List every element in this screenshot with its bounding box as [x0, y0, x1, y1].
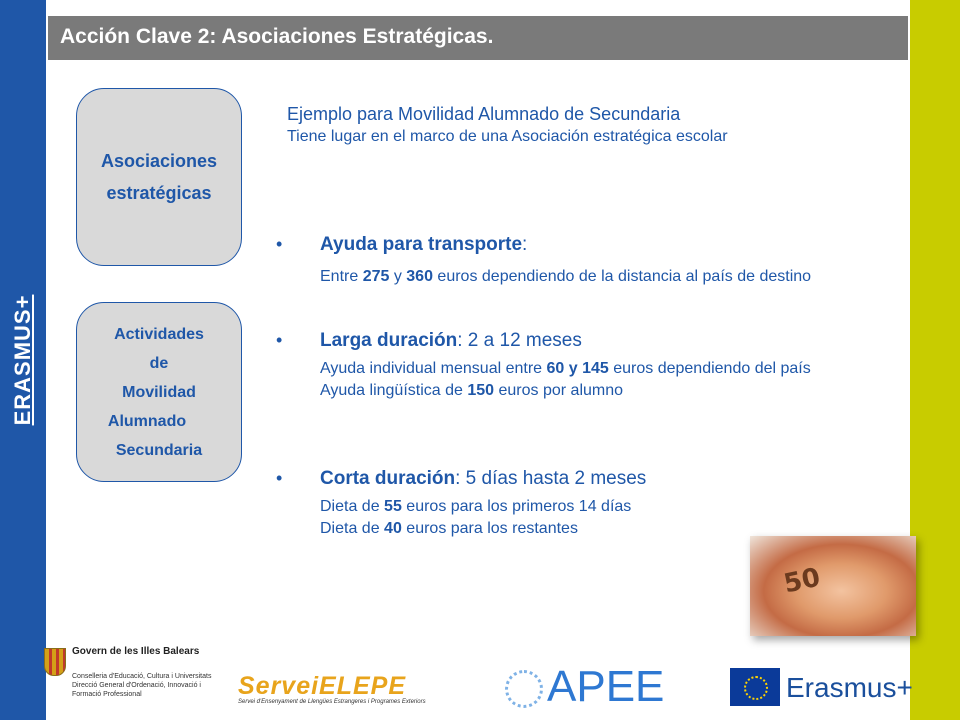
erasmus-plus-logo — [730, 668, 930, 710]
bullet-heading-rest: : 2 a 12 meses — [457, 330, 582, 351]
box2-line1: Actividades — [114, 325, 204, 343]
detail-text: Dieta de — [320, 520, 385, 537]
detail-text: y — [389, 268, 407, 285]
bullet-heading-bold: Corta duración — [320, 468, 456, 489]
box2-line3: Movilidad — [122, 383, 196, 401]
bullet-detail — [320, 358, 920, 402]
bullet-heading — [320, 234, 527, 256]
box1-line2: estratégicas — [106, 183, 212, 203]
apee-wordmark: APEE — [547, 662, 665, 711]
elepe-wordmark: ServeiELEPE — [238, 672, 407, 700]
left-side-band — [0, 0, 46, 720]
govern-department: Conselleria d'Educació, Cultura i Universitats Direcció General d'Ordenació, Innovació i Formació Professional — [72, 673, 212, 698]
bullet-dot: • — [276, 330, 283, 350]
detail-text: euros dependiendo de la distancia al país de destino — [432, 268, 812, 285]
detail-text: euros por alumno — [494, 382, 624, 399]
title-bar — [48, 16, 908, 60]
detail-text: Entre — [320, 268, 363, 285]
bullet-detail — [320, 264, 910, 290]
intro-line2: Tiene lugar en el marco de una Asociación estratégica escolar — [287, 128, 728, 145]
side-label-erasmus: ERASMUS+ — [10, 294, 35, 426]
intro-block — [287, 104, 728, 146]
euro-banknotes-image — [750, 536, 916, 636]
detail-line — [320, 380, 920, 402]
bullet-dot: • — [276, 234, 283, 254]
govern-name: Govern de les Illes Balears — [72, 646, 200, 657]
coat-of-arms-icon — [44, 648, 66, 676]
detail-line — [320, 358, 920, 380]
elepe-subtitle: Servei d'Ensenyament de Llengües Estrangeres i Programes Exteriors — [238, 699, 426, 705]
box2-line4: Alumnado — [107, 412, 187, 430]
detail-number: 60 y 145 — [546, 360, 609, 377]
box2-line5: Secundaria — [115, 441, 203, 459]
apee-logo — [505, 664, 675, 714]
detail-text: Ayuda individual mensual entre — [320, 360, 547, 377]
page-title: Acción Clave 2: Asociaciones Estratégicas. — [60, 25, 494, 48]
bullet-heading — [320, 330, 582, 352]
intro-line1: Ejemplo para Movilidad Alumnado de Secundaria — [287, 104, 681, 124]
bullet-heading — [320, 468, 646, 490]
bullet-heading-rest: : 5 días hasta 2 meses — [455, 468, 647, 489]
detail-line — [320, 496, 920, 518]
banknote-value: 50 — [781, 562, 823, 600]
detail-text: Dieta de — [320, 498, 385, 515]
box-asociaciones — [76, 88, 242, 266]
detail-text: euros dependiendo del país — [608, 360, 811, 377]
govern-illes-balears-logo — [44, 646, 214, 716]
bullet-heading-rest: : — [522, 234, 528, 255]
detail-text: euros para los restantes — [401, 520, 578, 537]
detail-number: 55 — [384, 498, 402, 515]
detail-text: euros para los primeros 14 días — [401, 498, 632, 515]
bullet-detail — [320, 496, 920, 540]
box-actividades — [76, 302, 242, 482]
detail-number: 40 — [384, 520, 402, 537]
detail-text: Ayuda lingüística de — [320, 382, 468, 399]
detail-number: 360 — [406, 268, 433, 285]
bullet-dot: • — [276, 468, 283, 488]
eu-flag-icon — [730, 668, 780, 706]
servei-elepe-logo — [238, 672, 458, 712]
detail-number: 275 — [362, 268, 390, 285]
eu-stars-icon — [505, 670, 543, 708]
detail-number: 150 — [467, 382, 495, 399]
erasmus-wordmark: Erasmus+ — [786, 672, 913, 703]
bullet-heading-bold: Ayuda para transporte — [320, 234, 523, 255]
box2-line2: de — [149, 354, 169, 372]
box1-line1: Asociaciones — [100, 151, 218, 171]
bullet-heading-bold: Larga duración — [320, 330, 458, 351]
